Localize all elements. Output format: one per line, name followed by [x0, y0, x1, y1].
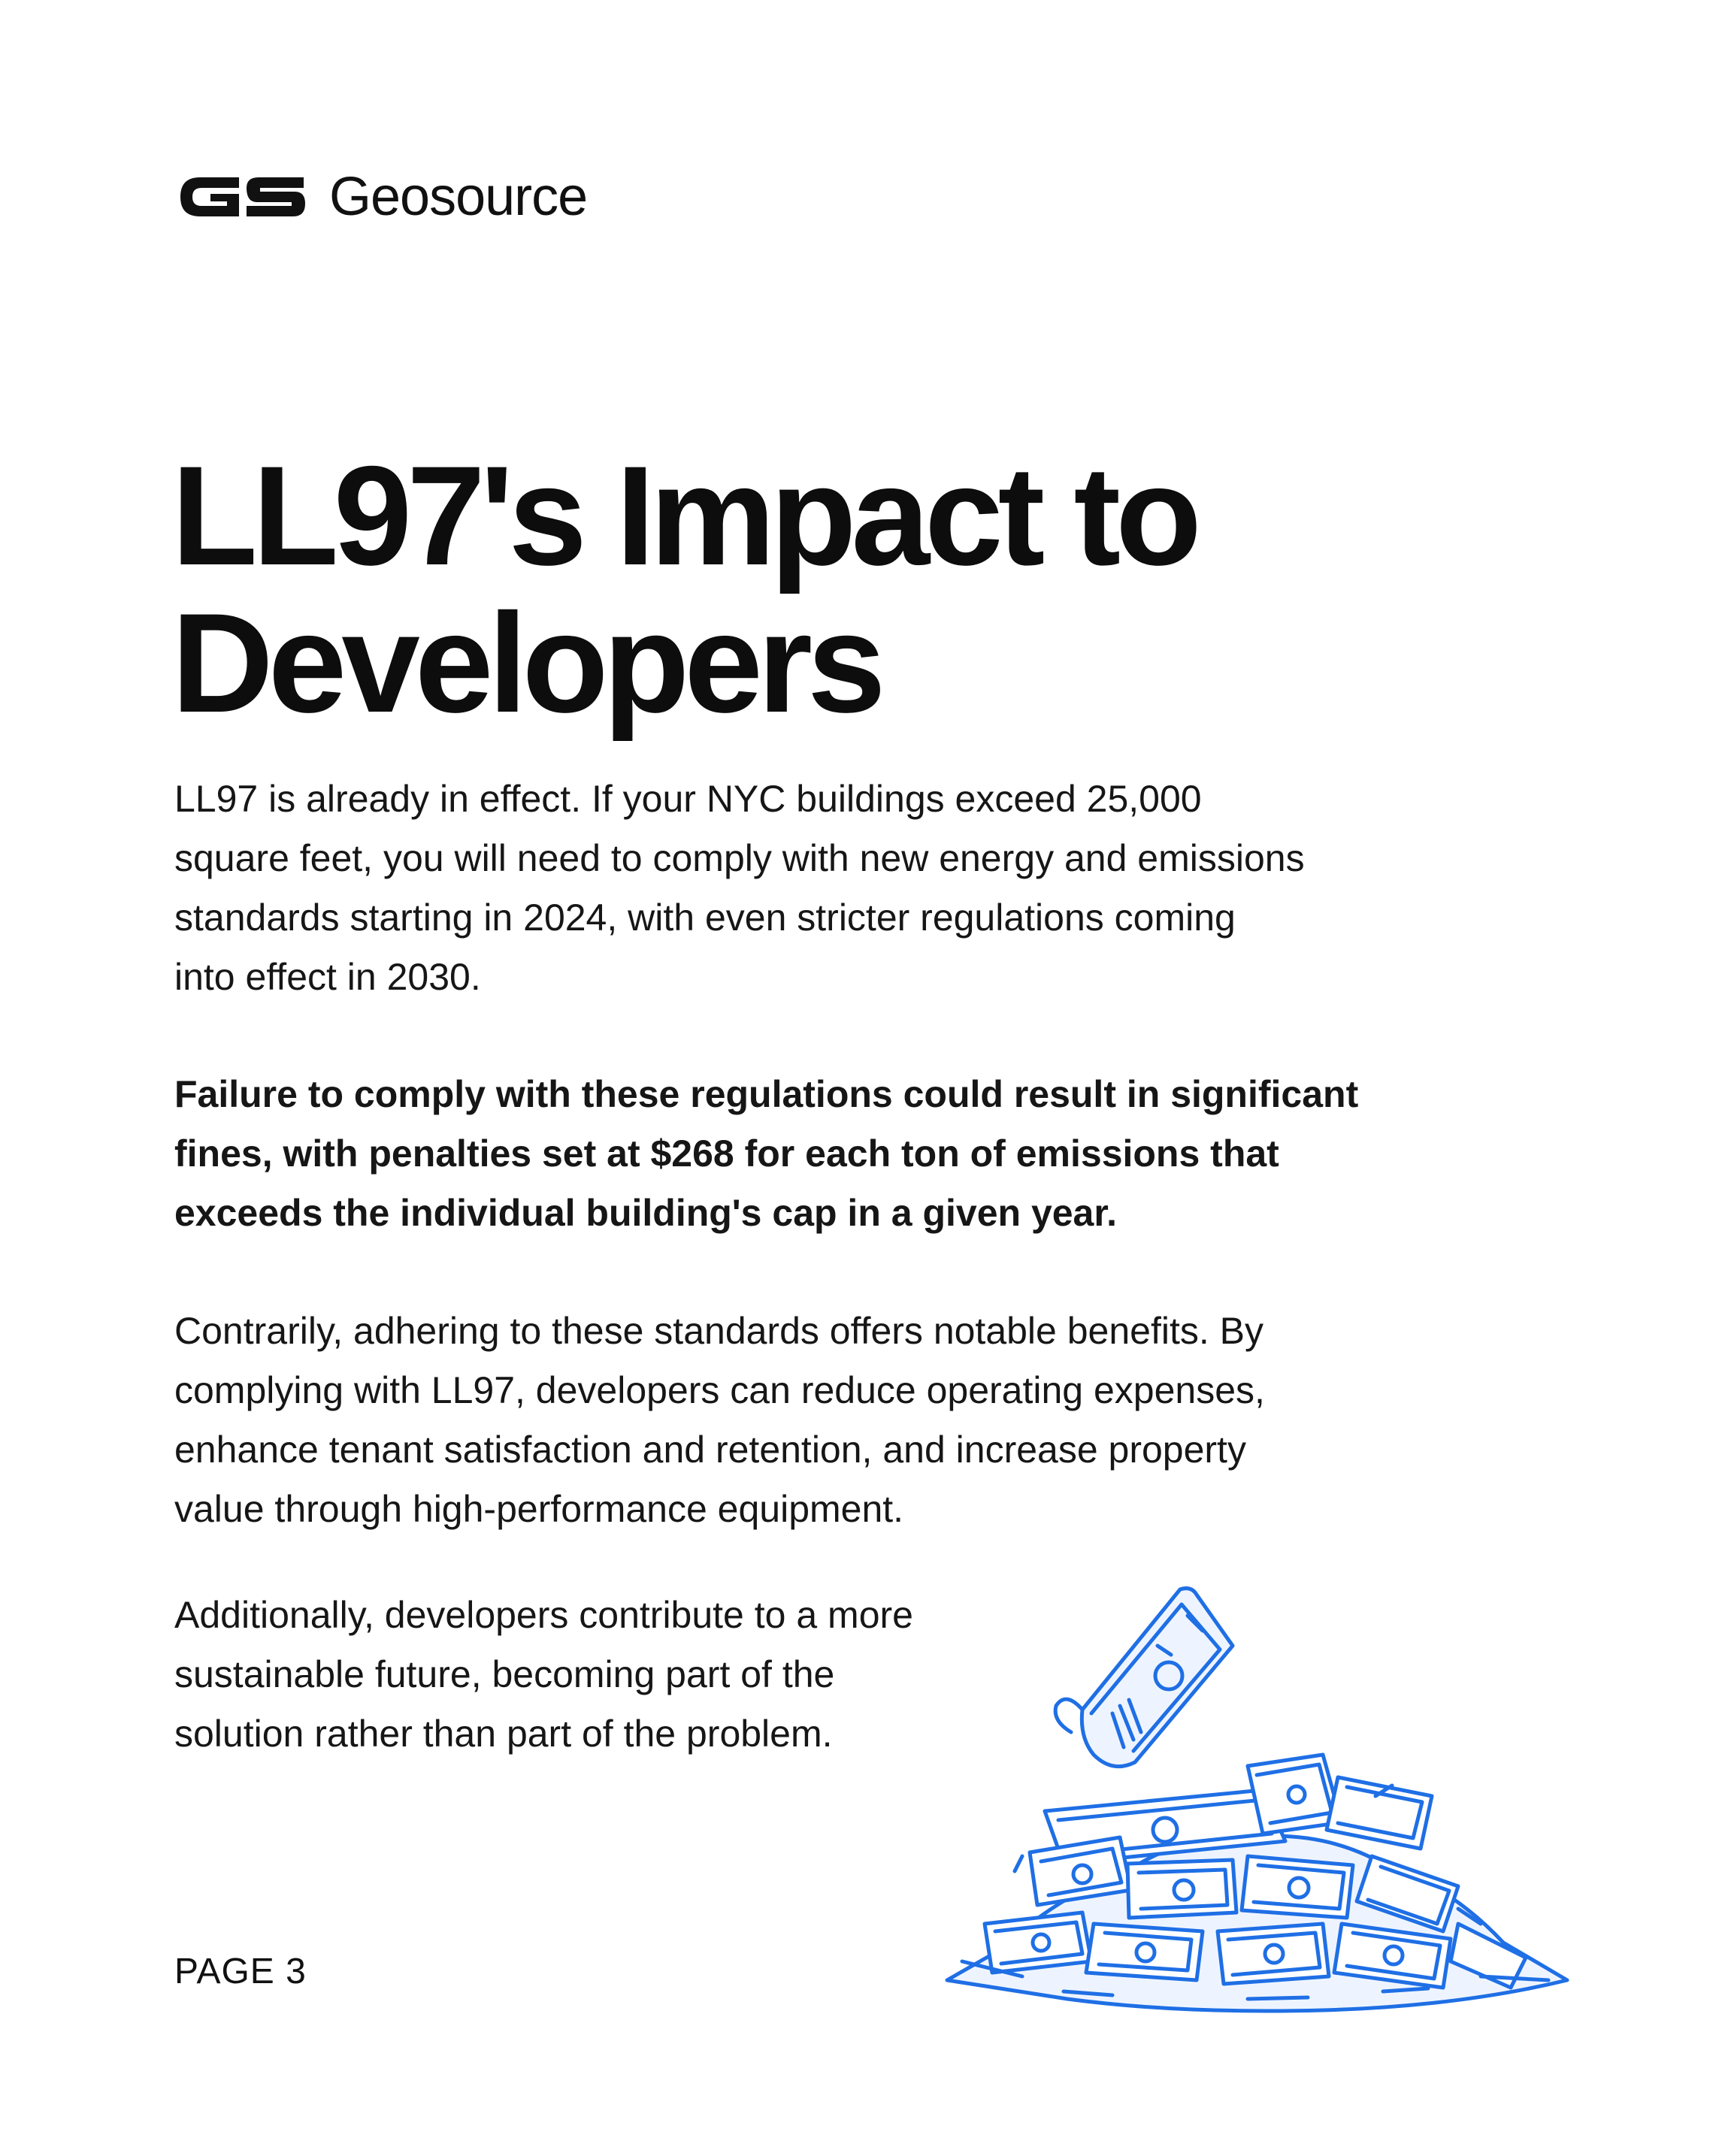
text-line: LL97 is already in effect. If your NYC buildings exceed 25,000	[174, 778, 1202, 820]
title-line: Developers	[171, 584, 881, 742]
text-line: complying with LL97, developers can reduce operating expenses,	[174, 1369, 1265, 1411]
text-line: fines, with penalties set at $268 for each ton of emissions that	[174, 1132, 1279, 1175]
text-line: value through high-performance equipment.	[174, 1488, 904, 1530]
text-line: exceeds the individual building's cap in a given year.	[174, 1192, 1117, 1234]
text-line: Failure to comply with these regulations could result in significant	[174, 1073, 1359, 1115]
page-title	[171, 437, 1599, 742]
brand-name: Geosource	[329, 167, 588, 227]
text-line: Contrarily, adhering to these standards offers notable benefits. By	[174, 1310, 1263, 1352]
penalty-paragraph	[174, 1065, 1587, 1243]
brand-header	[174, 167, 587, 227]
page-number: PAGE 3	[174, 1952, 307, 1991]
text-line: square feet, you will need to comply with new energy and emissions	[174, 837, 1305, 879]
text-line: into effect in 2030.	[174, 956, 481, 998]
text-line: enhance tenant satisfaction and retention, and increase property	[174, 1429, 1246, 1471]
text-line: sustainable future, becoming part of the	[174, 1653, 835, 1695]
intro-paragraph	[174, 770, 1587, 1007]
benefits-paragraph	[174, 1302, 1587, 1539]
geosource-logo	[174, 167, 310, 227]
title-line: LL97's Impact to	[171, 437, 1197, 594]
text-line: solution rather than part of the problem.	[174, 1713, 833, 1755]
money-pile-icon	[932, 1571, 1571, 2021]
text-line: Additionally, developers contribute to a more	[174, 1594, 913, 1636]
falling-bill-icon	[1055, 1589, 1233, 1767]
text-line: standards starting in 2024, with even stricter regulations coming	[174, 897, 1236, 939]
bill-pile-icon	[947, 1755, 1567, 2011]
